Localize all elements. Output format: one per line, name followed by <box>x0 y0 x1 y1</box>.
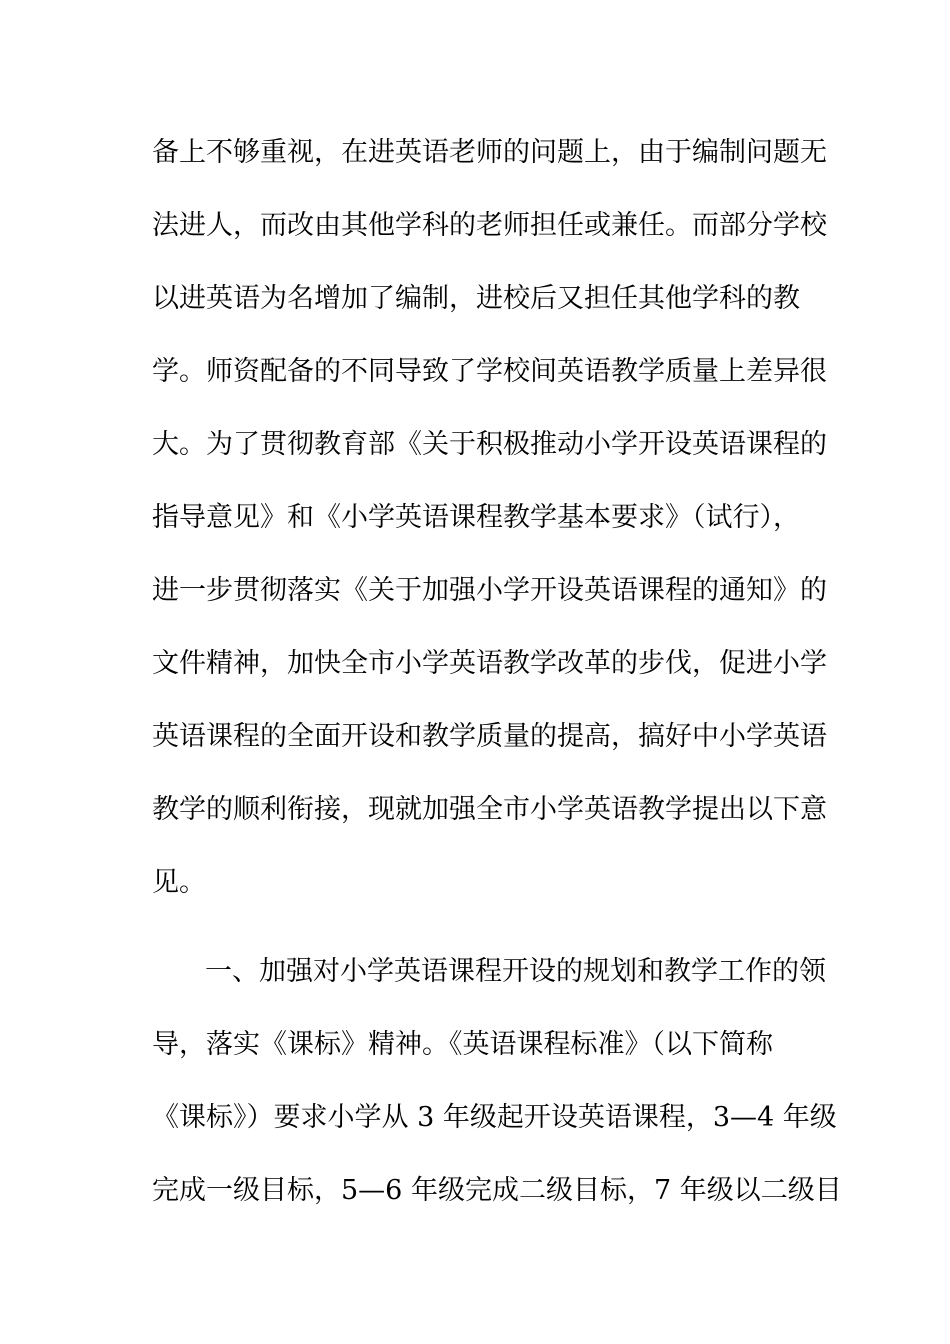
text-line: 大。为了贯彻教育部《关于积极推动小学开设英语课程的 <box>152 429 827 460</box>
text-line: 以进英语为名增加了编制，进校后又担任其他学科的教 <box>152 283 800 314</box>
text-line: 见。 <box>152 867 206 898</box>
text-line: 备上不够重视，在进英语老师的问题上，由于编制问题无 <box>152 137 827 168</box>
text-line: 导，落实《课标》精神。《英语课程标准》（以下简称 <box>152 1029 773 1060</box>
text-line: 法进人，而改由其他学科的老师担任或兼任。而部分学校 <box>152 210 827 241</box>
text-line: 完成一级目标，5—6 年级完成二级目标，7 年级以二级目 <box>152 1175 842 1206</box>
text-line: 学。师资配备的不同导致了学校间英语教学质量上差异很 <box>152 356 827 387</box>
text-line: 指导意见》和《小学英语课程教学基本要求》（试行）， <box>152 502 800 533</box>
text-line: 英语课程的全面开设和教学质量的提高，搞好中小学英语 <box>152 721 827 752</box>
text-line: 文件精神，加快全市小学英语教学改革的步伐，促进小学 <box>152 648 827 679</box>
paragraph-heading-line: 一、加强对小学英语课程开设的规划和教学工作的领 <box>205 956 826 987</box>
text-line: 《课标》）要求小学从 3 年级起开设英语课程，3—4 年级 <box>152 1102 837 1133</box>
text-line: 进一步贯彻落实《关于加强小学开设英语课程的通知》的 <box>152 575 827 606</box>
text-line: 教学的顺利衔接，现就加强全市小学英语教学提出以下意 <box>152 794 827 825</box>
